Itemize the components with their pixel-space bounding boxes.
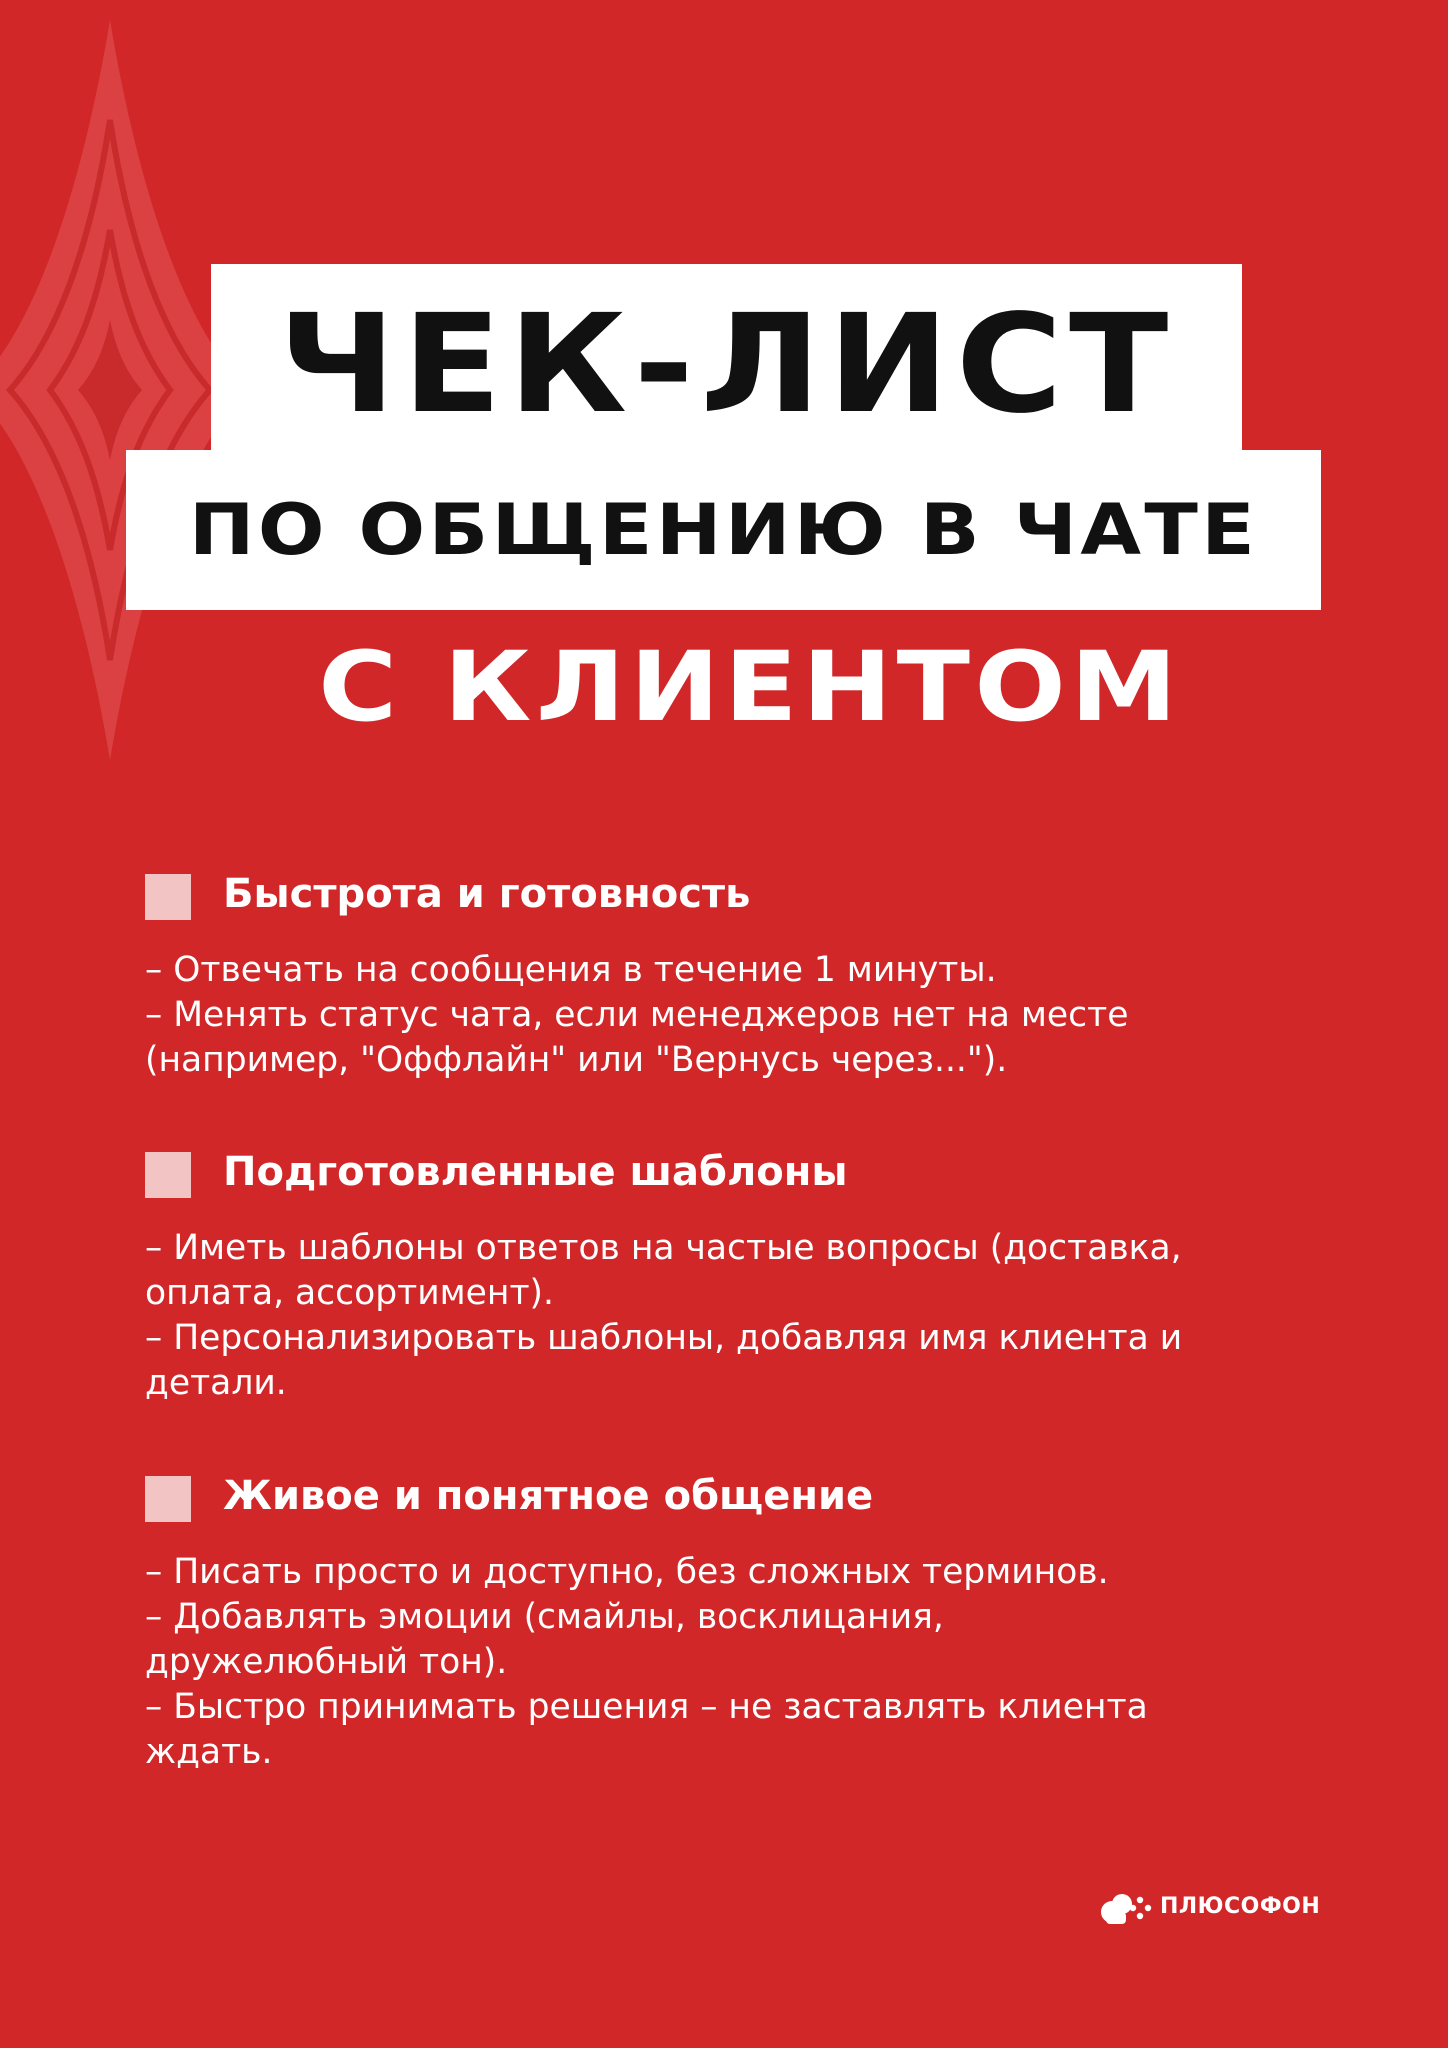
section-text-line: оплата, ассортимент). [145, 1273, 554, 1313]
section-text-line: – Иметь шаблоны ответов на частые вопросы (доставка, [145, 1228, 1182, 1268]
section-heading: Живое и понятное общение [223, 1473, 874, 1519]
section-text-line: – Быстро принимать решения – не заставлять клиента [145, 1687, 1148, 1727]
checkbox-square-icon [145, 874, 191, 920]
checklist-section-templates [145, 1142, 1325, 1406]
page-subtitle-tail: С КЛИЕНТОМ [318, 631, 1182, 743]
plusofon-logo-icon [1100, 1890, 1154, 1926]
section-heading: Подготовленные шаблоны [223, 1149, 848, 1195]
section-text-line: – Отвечать на сообщения в течение 1 минуты. [145, 950, 997, 990]
page-subtitle: ПО ОБЩЕНИЮ В ЧАТЕ [188, 489, 1259, 571]
section-text-line: – Менять статус чата, если менеджеров нет на месте [145, 995, 1129, 1035]
section-text-line: – Добавлять эмоции (смайлы, восклицания, [145, 1597, 944, 1637]
section-text-line: дружелюбный тон). [145, 1642, 508, 1682]
brand-name: ПЛЮСОФОН [1160, 1894, 1321, 1919]
section-text-line: детали. [145, 1363, 287, 1403]
checklist-section-speed [145, 864, 1325, 1083]
section-text-line: – Персонализировать шаблоны, добавляя имя клиента и [145, 1318, 1183, 1358]
section-text-line: (например, "Оффлайн" или "Вернусь через..."). [145, 1040, 1008, 1080]
section-text-line: – Писать просто и доступно, без сложных терминов. [145, 1552, 1109, 1592]
checkbox-square-icon [145, 1152, 191, 1198]
section-text-line: ждать. [145, 1732, 273, 1772]
page-title: ЧЕК-ЛИСТ [278, 286, 1175, 444]
checkbox-square-icon [145, 1476, 191, 1522]
checklist-section-communication [145, 1466, 1325, 1775]
section-heading: Быстрота и готовность [223, 871, 751, 917]
